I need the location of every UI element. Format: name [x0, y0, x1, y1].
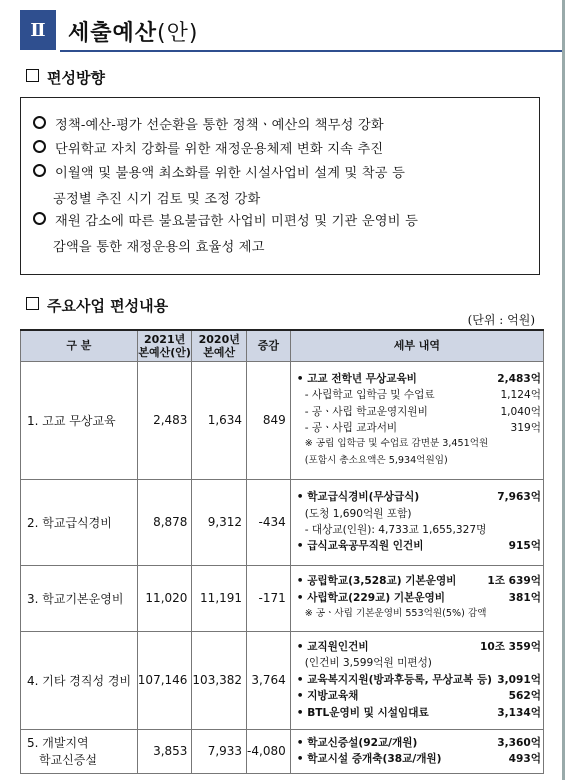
detail-value [541, 522, 543, 538]
detail-line [297, 688, 543, 704]
value-diff: -434 [247, 479, 291, 565]
detail-line [297, 489, 543, 505]
value-2020: 103,382 [192, 631, 247, 729]
value-diff: 3,764 [247, 631, 291, 729]
detail-value: 3,134억 [497, 706, 541, 719]
row-name: 4. 기타 경직성 경비 [21, 631, 138, 729]
detail-text: • 사립학교(229교) 기본운영비 [296, 591, 446, 604]
directions-box [20, 97, 540, 275]
detail-line [297, 573, 543, 589]
detail-value: 10조 359억 [479, 640, 541, 653]
circle-bullet-icon [33, 140, 46, 153]
detail-line [297, 404, 543, 420]
detail-value: 381억 [508, 591, 541, 604]
detail-text: - 공ㆍ사립 교과서비 [304, 422, 398, 434]
col-header-category: 구 분 [21, 330, 138, 361]
detail-text: • 학교신증설(92교/개원) [296, 736, 418, 749]
table-row [21, 361, 544, 479]
detail-value: 3,091억 [497, 673, 541, 686]
detail-text: (포함시 총소요액은 5,934억원임) [304, 454, 448, 466]
detail-line [297, 522, 543, 538]
detail-line [297, 606, 543, 622]
detail-line [297, 387, 543, 403]
row-details [290, 729, 543, 773]
value-2020: 1,634 [192, 361, 247, 479]
direction-item-cont: 공정별 추진 시기 검토 및 조정 강화 [53, 192, 261, 207]
detail-line [297, 590, 543, 606]
value-2020: 9,312 [192, 479, 247, 565]
section-numeral: Ⅱ [20, 10, 56, 50]
detail-text: • 급식교육공무직원 인건비 [296, 540, 424, 553]
col-header-2020: 2020년 본예산 [192, 330, 247, 361]
header-rule [60, 50, 565, 52]
value-2021: 107,146 [137, 631, 192, 729]
row-name: 5. 개발지역 학교신증설 [21, 729, 138, 773]
detail-line [297, 705, 543, 721]
detail-text: - 공ㆍ사립 학교운영지원비 [304, 405, 428, 418]
detail-value [541, 436, 543, 452]
unit-label: (단위 : 억원) [467, 313, 535, 327]
detail-value: 915억 [508, 540, 541, 553]
row-name: 1. 고교 무상교육 [21, 361, 138, 479]
col-header-2021: 2021년 본예산(안) [137, 330, 192, 361]
value-2021: 3,853 [137, 729, 192, 773]
circle-bullet-icon [33, 212, 46, 225]
direction-item: 단위학교 자치 강화를 위한 재정운용체제 변화 지속 추진 [33, 140, 383, 158]
detail-line [297, 639, 543, 655]
direction-item: 정책-예산-평가 선순환을 통한 정책ㆍ예산의 책무성 강화 [33, 116, 384, 134]
detail-line [297, 672, 543, 688]
section-header [20, 10, 565, 52]
value-diff: -4,080 [247, 729, 291, 773]
value-2020: 11,191 [192, 565, 247, 631]
detail-value [541, 606, 543, 622]
detail-text: • 지방교육채 [296, 690, 359, 703]
detail-line [297, 655, 543, 671]
row-details [290, 479, 543, 565]
projects-table [20, 329, 544, 774]
detail-line [297, 453, 543, 469]
detail-value: 1조 639억 [487, 575, 541, 588]
detail-value: 493억 [508, 753, 541, 765]
circle-bullet-icon [33, 164, 46, 177]
detail-text: - 사립학교 입학금 및 수업료 [304, 389, 435, 402]
detail-value [541, 655, 543, 671]
table-row [21, 479, 544, 565]
col-header-diff: 증감 [247, 330, 291, 361]
detail-value: 3,360억 [497, 736, 541, 749]
table-row [21, 729, 544, 773]
detail-line [297, 538, 543, 554]
detail-value: 7,963억 [497, 491, 541, 504]
detail-value: 2,483억 [497, 372, 541, 385]
value-2021: 2,483 [137, 361, 192, 479]
detail-line [297, 371, 543, 387]
detail-value [541, 506, 543, 522]
detail-text: (인건비 3,599억원 미편성) [304, 657, 432, 670]
table-row [21, 565, 544, 631]
detail-text: • 교육복지지원(방과후등록, 무상교복 등) [296, 673, 493, 686]
detail-text: • BTL운영비 및 시설임대료 [296, 706, 429, 719]
value-diff: -171 [247, 565, 291, 631]
table-row [21, 631, 544, 729]
row-details [290, 361, 543, 479]
detail-line [297, 436, 543, 452]
square-bullet-icon [26, 297, 39, 310]
value-2020: 7,933 [192, 729, 247, 773]
detail-value: 319억 [510, 422, 541, 434]
direction-item: 재원 감소에 따른 불요불급한 사업비 미편성 및 기관 운영비 등 [33, 212, 418, 230]
detail-text: • 교직원인건비 [296, 640, 369, 653]
detail-value: 1,040억 [500, 405, 541, 418]
detail-text: • 학교시설 증개축(38교/개원) [296, 753, 442, 765]
direction-item: 이월액 및 불용액 최소화를 위한 시설사업비 설계 및 착공 등 [33, 164, 405, 182]
detail-line [297, 751, 543, 767]
table-header-row [21, 330, 544, 361]
detail-line [297, 420, 543, 436]
page-title: 세출예산(안) [68, 21, 199, 46]
detail-line [297, 735, 543, 751]
detail-value: 1,124억 [500, 389, 541, 402]
detail-text: • 학교급식경비(무상급식) [296, 491, 420, 504]
detail-value: 562억 [508, 690, 541, 703]
square-bullet-icon [26, 69, 39, 82]
row-name: 3. 학교기본운영비 [21, 565, 138, 631]
value-2021: 8,878 [137, 479, 192, 565]
detail-text: • 공립학교(3,528교) 기본운영비 [296, 575, 457, 588]
row-name: 2. 학교급식경비 [21, 479, 138, 565]
section-projects-title: 주요사업 편성내용 [26, 295, 168, 316]
detail-text: ※ 공ㆍ사립 기본운영비 553억원(5%) 감액 [304, 608, 487, 620]
section-directions-title: 편성방향 [26, 67, 105, 88]
detail-value [541, 453, 543, 469]
detail-text: - 대상교(인원): 4,733교 1,655,327명 [304, 524, 487, 536]
detail-text: • 고교 전학년 무상교육비 [296, 372, 417, 385]
detail-line [297, 506, 543, 522]
row-details [290, 565, 543, 631]
value-diff: 849 [247, 361, 291, 479]
row-details [290, 631, 543, 729]
direction-item-cont: 감액을 통한 재정운용의 효율성 제고 [53, 240, 265, 255]
col-header-detail: 세부 내역 [290, 330, 543, 361]
value-2021: 11,020 [137, 565, 192, 631]
detail-text: (도청 1,690억원 포함) [304, 507, 412, 520]
detail-text: ※ 공립 입학금 및 수업료 감면분 3,451억원 [304, 438, 489, 450]
circle-bullet-icon [33, 116, 46, 129]
